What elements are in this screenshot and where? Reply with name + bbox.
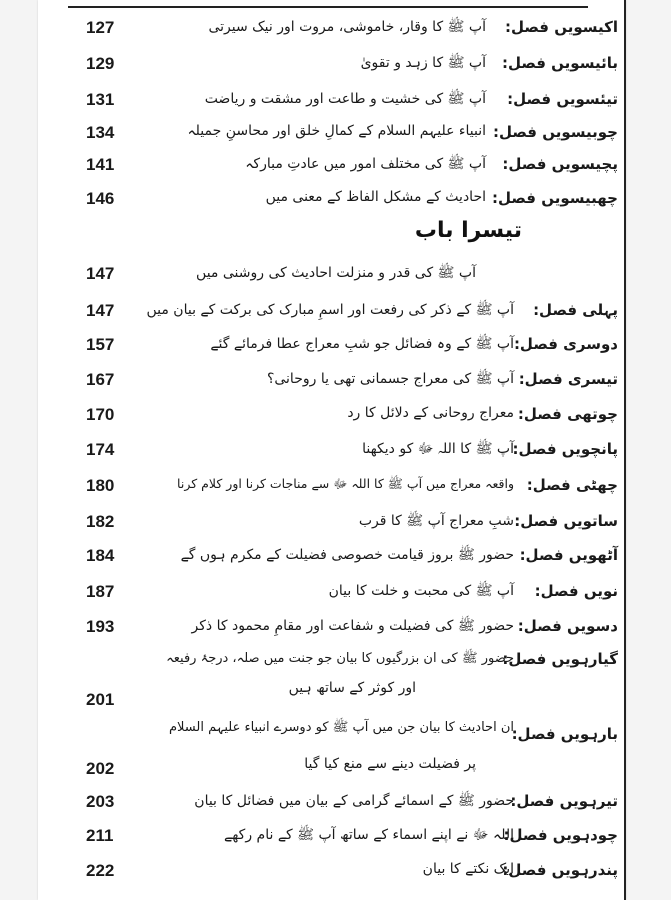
entry-title: اللہ ﷻ نے اپنے اسماء کے ساتھ آپ ﷺ کے نام رکھے	[224, 827, 514, 843]
page-number: 187	[86, 582, 115, 601]
entry-title: آپ ﷺ کا زہد و تقویٰ	[360, 55, 486, 71]
entry-title: آپ ﷺ کا اللہ ﷻ کو دیکھنا	[362, 441, 514, 457]
entry-label: چھبیسویں فصل:	[492, 189, 618, 207]
entry-label: گیارہویں فصل:	[502, 650, 618, 668]
entry-label: دوسری فصل:	[513, 335, 618, 353]
page-number: 193	[86, 617, 115, 636]
entry-label: چوبیسویں فصل:	[493, 123, 618, 141]
entry-title: آپ ﷺ کی خشیت و طاعت اور مشقت و ریاضت	[204, 91, 486, 107]
page-edge-rule	[624, 0, 626, 900]
entry-title-continuation: اور کوثر کے ساتھ ہیں	[288, 680, 416, 696]
entry-title: واقعہ معراج میں آپ ﷺ کا اللہ ﷻ سے مناجات کرنا اور کلام کرنا	[177, 476, 514, 491]
entry-label: اکیسویں فصل:	[505, 18, 618, 36]
entry-label: چھٹی فصل:	[526, 476, 618, 494]
entry-title: آپ ﷺ کی مختلف امور میں عادتِ مبارکہ	[245, 156, 486, 172]
page-number: 141	[86, 155, 115, 174]
page-number: 131	[86, 90, 115, 109]
entry-title: آپ ﷺ کی معراج جسمانی تھی یا روحانی؟	[266, 371, 514, 387]
entry-title: احادیث کے مشکل الفاظ کے معنی میں	[265, 189, 486, 205]
page-number: 170	[86, 405, 115, 424]
entry-label: پندرہویں فصل:	[502, 861, 618, 879]
entry-title: آپ ﷺ کے ذکر کی رفعت اور اسمِ مبارک کی برکت کے بیان میں	[146, 302, 514, 318]
entry-label: تیرہویں فصل:	[510, 792, 618, 810]
top-rule	[68, 6, 588, 8]
entry-label: بائیسویں فصل:	[501, 54, 618, 72]
entry-label: آٹھویں فصل:	[519, 546, 618, 564]
entry-label: نویں فصل:	[534, 582, 618, 600]
page-number: 167	[86, 370, 115, 389]
entry-label: دسویں فصل:	[517, 617, 618, 635]
entry-title: آپ ﷺ کا وقار، خاموشی، مروت اور نیک سیرتی	[208, 19, 486, 35]
page-number: 129	[86, 54, 115, 73]
section-heading: تیسرا باب	[414, 218, 522, 243]
entry-title: معراج روحانی کے دلائل کا رد	[347, 405, 514, 421]
entry-label: پچیسویں فصل:	[502, 155, 618, 173]
page-number: 180	[86, 476, 115, 495]
entry-label: ساتویں فصل:	[514, 512, 618, 530]
page-number: 211	[86, 826, 114, 845]
entry-title: آپ ﷺ کے وہ فضائل جو شبِ معراج عطا فرمائے گئے	[210, 336, 514, 352]
entry-title: حضور ﷺ بروز قیامت خصوصی فضیلت کے مکرم ہوں گے	[180, 547, 514, 563]
page-number: 127	[86, 18, 115, 37]
page-number: 146	[86, 189, 115, 208]
entry-label: چودہویں فصل:	[503, 826, 618, 844]
toc-page	[38, 0, 626, 900]
page-number: 182	[86, 512, 115, 531]
entry-title: ان احادیث کا بیان جن میں آپ ﷺ کو دوسرے انبیاء علیہم السلام	[168, 720, 514, 735]
entry-title: آپ ﷺ کی قدر و منزلت احادیث کی روشنی میں	[196, 265, 476, 281]
entry-title-continuation: پر فضیلت دینے سے منع کیا گیا	[304, 756, 476, 772]
page-number: 184	[86, 546, 115, 565]
entry-title: حضور ﷺ کی فضیلت و شفاعت اور مقامِ محمود کا ذکر	[191, 618, 514, 634]
page-number: 174	[86, 440, 115, 459]
page-number: 203	[86, 792, 115, 811]
entry-label: پانچویں فصل:	[512, 440, 618, 458]
entry-title: حضور ﷺ کی ان بزرگیوں کا بیان جو جنت میں صلہ، درجۂ رفیعہ	[166, 651, 514, 666]
page-number: 134	[86, 123, 115, 142]
entry-title: حضور ﷺ کے اسمائے گرامی کے بیان میں فضائل کا بیان	[194, 793, 514, 809]
page-number: 201	[86, 690, 115, 709]
entry-label: تیئسویں فصل:	[507, 90, 618, 108]
page-number: 222	[86, 861, 115, 880]
entry-title: ایک نکتے کا بیان	[422, 861, 514, 877]
page-number: 157	[86, 335, 115, 354]
page-number: 147	[86, 264, 115, 283]
entry-label: پہلی فصل:	[533, 301, 618, 319]
page-number: 147	[86, 301, 115, 320]
entry-title: انبیاء علیہم السلام کے کمالِ خلق اور محاسنِ جمیلہ	[187, 123, 486, 139]
entry-label: بارہویں فصل:	[511, 725, 618, 743]
entry-label: چوتھی فصل:	[517, 405, 618, 423]
page-number: 202	[86, 759, 115, 778]
entry-title: آپ ﷺ کی محبت و خلت کا بیان	[328, 583, 514, 599]
entry-label: تیسری فصل:	[518, 370, 618, 388]
entry-title: شبِ معراج آپ ﷺ کا قرب	[358, 513, 514, 529]
